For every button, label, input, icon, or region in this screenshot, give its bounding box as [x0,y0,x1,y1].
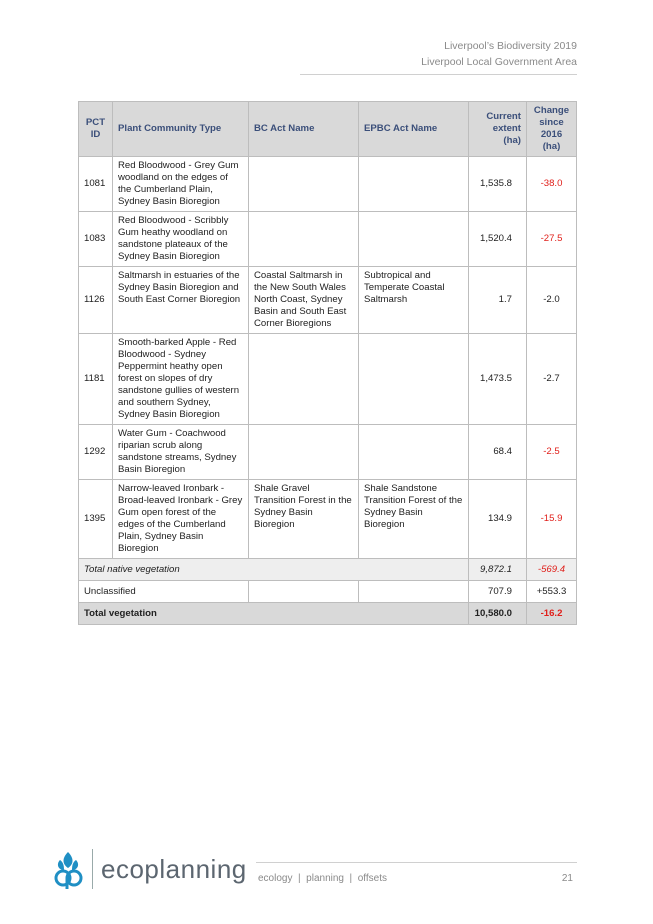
footer-divider [256,862,577,863]
current-extent: 1.7 [469,267,527,334]
plant-community-type: Red Bloodwood - Grey Gum woodland on the edges of the Cumberland Plain, Sydney Basin Bioregion [113,157,249,212]
plant-community-type: Smooth-barked Apple - Red Bloodwood - Sydney Peppermint heathy open forest on slopes of dry sandstone gullies of western and southern Sydney, Sydney Basin Bioregion [113,334,249,425]
document-title: Liverpool’s Biodiversity 2019 [444,40,577,52]
table-header-row [79,102,577,157]
change-value: -2.0 [527,267,577,334]
change-value: -27.5 [527,212,577,267]
epbc-act-name [359,425,469,480]
epbc-act-name [359,334,469,425]
leaf-logo-icon [50,848,86,890]
plant-community-type: Saltmarsh in estuaries of the Sydney Basin Bioregion and South East Corner Bioregion [113,267,249,334]
column-header-change-since-2016: Change since 2016 (ha) [527,102,577,157]
footer-tagline: ecology | planning | offsets [258,873,387,884]
epbc-act-name [359,212,469,267]
column-header-pct-id: PCT ID [79,102,113,157]
total-vegetation-row [79,603,577,625]
pct-id: 1181 [79,334,113,425]
pct-id: 1083 [79,212,113,267]
plant-community-type: Narrow-leaved Ironbark - Broad-leaved Ironbark - Grey Gum open forest of the edges of the Cumberland Plain, Sydney Basin Bioregion [113,480,249,559]
bc-act-name [249,334,359,425]
total-native-vegetation-row [79,559,577,581]
total-vegetation-extent: 10,580.0 [469,603,527,625]
epbc-act-name [359,157,469,212]
bc-act-name [249,425,359,480]
current-extent: 68.4 [469,425,527,480]
document-subtitle: Liverpool Local Government Area [421,56,577,68]
current-extent: 1,520.4 [469,212,527,267]
unclassified-label: Unclassified [79,581,249,603]
table-row [79,334,577,425]
unclassified-extent: 707.9 [469,581,527,603]
epbc-act-name: Shale Sandstone Transition Forest of the Sydney Basin Bioregion [359,480,469,559]
bc-act-name [249,212,359,267]
current-extent: 1,535.8 [469,157,527,212]
bc-act-name: Coastal Saltmarsh in the New South Wales North Coast, Sydney Basin and South East Corner Bioregions [249,267,359,334]
change-value: -2.5 [527,425,577,480]
plant-community-type: Red Bloodwood - Scribbly Gum heathy woodland on sandstone plateaux of the Sydney Basin Bioregion [113,212,249,267]
total-native-label: Total native vegetation [79,559,469,581]
total-vegetation-label: Total vegetation [79,603,469,625]
pct-id: 1081 [79,157,113,212]
unclassified-change: +553.3 [527,581,577,603]
table-row [79,425,577,480]
change-value: -15.9 [527,480,577,559]
column-header-bc-act-name: BC Act Name [249,102,359,157]
total-native-change: -569.4 [527,559,577,581]
current-extent: 134.9 [469,480,527,559]
plant-community-type: Water Gum - Coachwood riparian scrub along sandstone streams, Sydney Basin Bioregion [113,425,249,480]
unclassified-bc-empty [249,581,359,603]
table-row [79,480,577,559]
pct-id: 1395 [79,480,113,559]
brand-name: ecoplanning [101,853,247,884]
epbc-act-name: Subtropical and Temperate Coastal Saltmarsh [359,267,469,334]
column-header-current-extent: Current extent (ha) [469,102,527,157]
table-row [79,157,577,212]
table-row [79,267,577,334]
page-number: 21 [561,873,573,884]
table-row [79,212,577,267]
plant-community-table [78,101,577,625]
current-extent: 1,473.5 [469,334,527,425]
column-header-epbc-act-name: EPBC Act Name [359,102,469,157]
bc-act-name: Shale Gravel Transition Forest in the Sydney Basin Bioregion [249,480,359,559]
logo-separator [92,849,93,889]
change-value: -2.7 [527,334,577,425]
unclassified-epbc-empty [359,581,469,603]
pct-id: 1292 [79,425,113,480]
page-header [421,38,577,70]
bc-act-name [249,157,359,212]
change-value: -38.0 [527,157,577,212]
total-vegetation-change: -16.2 [527,603,577,625]
pct-id: 1126 [79,267,113,334]
ecoplanning-logo [50,848,247,890]
total-native-extent: 9,872.1 [469,559,527,581]
unclassified-row [79,581,577,603]
header-divider [300,74,577,75]
column-header-plant-community-type: Plant Community Type [113,102,249,157]
